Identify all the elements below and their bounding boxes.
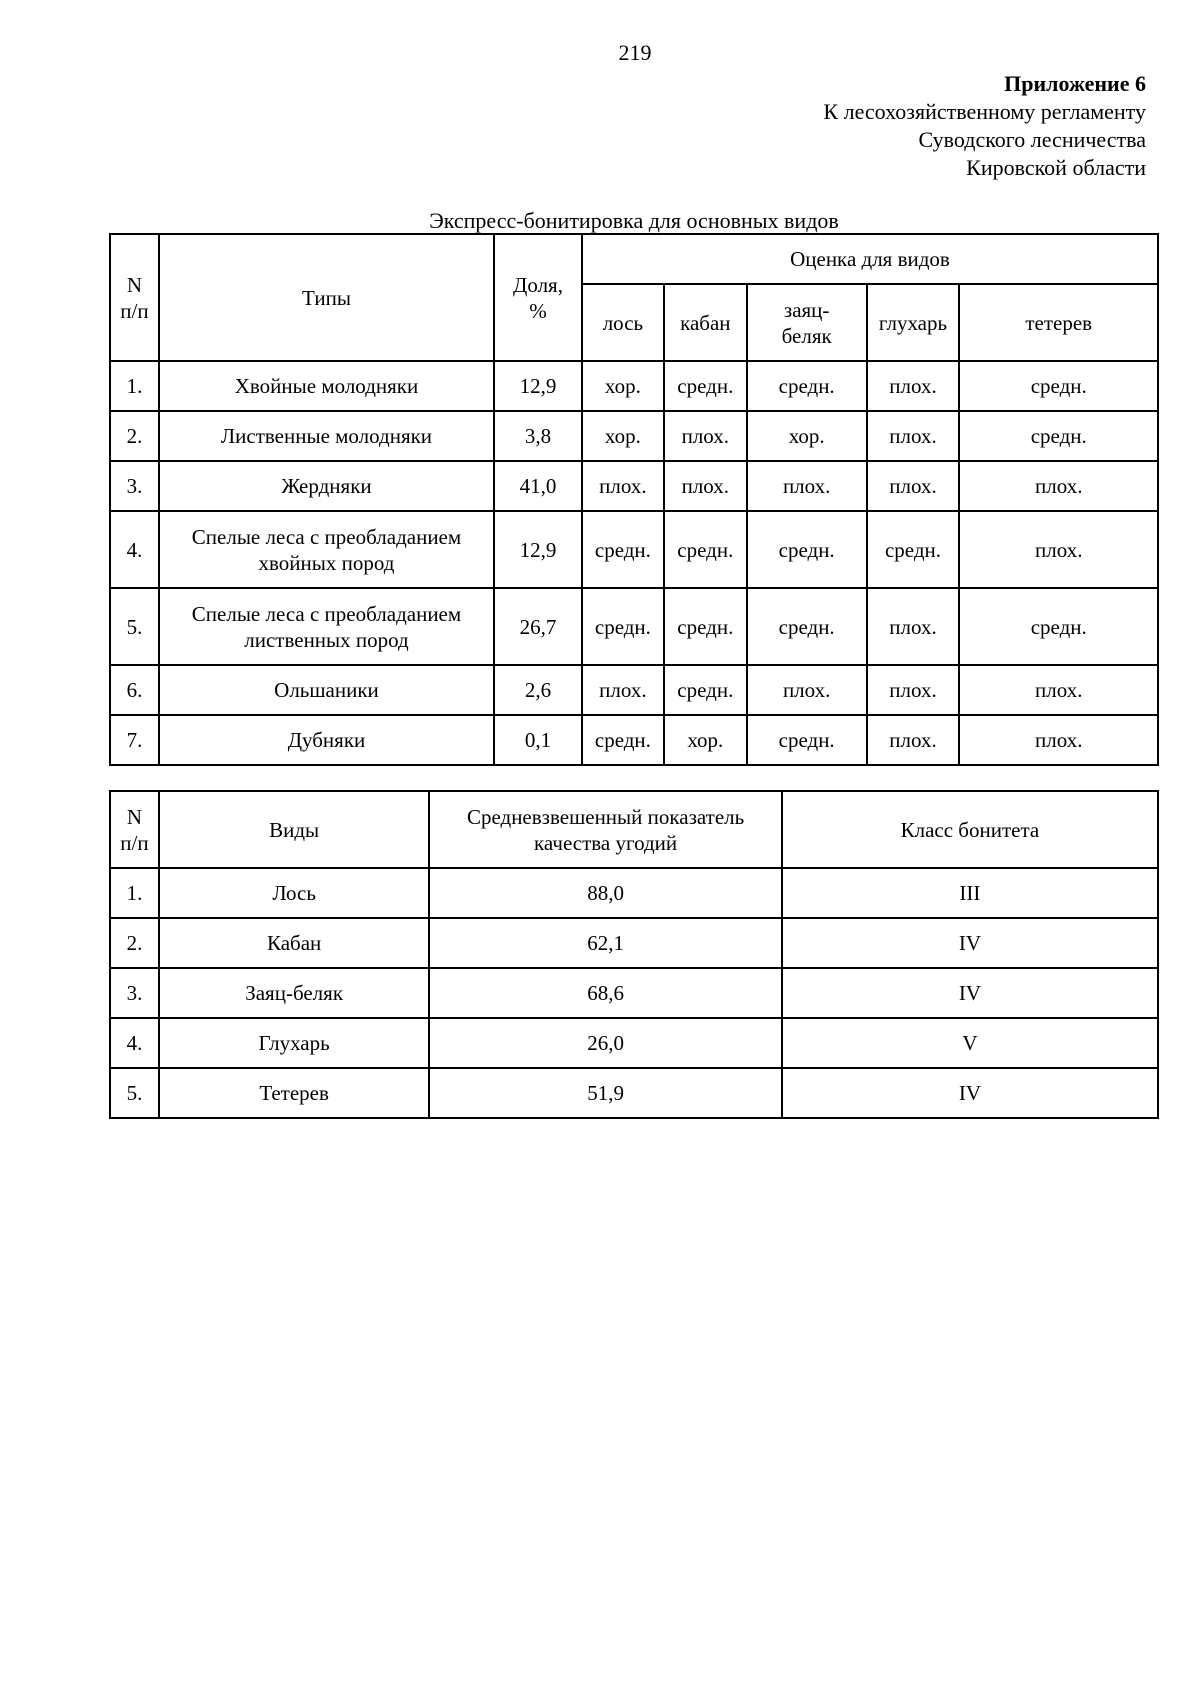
score-cell: средн. bbox=[959, 588, 1158, 665]
score-cell: плох. bbox=[664, 411, 747, 461]
row-index: 68,6 bbox=[429, 968, 781, 1018]
table-row bbox=[110, 665, 1158, 715]
table-row bbox=[110, 1018, 1158, 1068]
row-type: Спелые леса с преобладанием хвойных пород bbox=[159, 511, 494, 588]
score-cell: плох. bbox=[959, 461, 1158, 511]
header-species-black-grouse: тетерев bbox=[959, 284, 1158, 361]
score-cell: плох. bbox=[867, 665, 960, 715]
score-cell: плох. bbox=[867, 715, 960, 765]
row-num: 2. bbox=[110, 918, 159, 968]
row-num: 5. bbox=[110, 1068, 159, 1118]
header-bonitet-class: Класс бонитета bbox=[782, 791, 1158, 868]
appendix-line-1: К лесохозяйственному регламенту bbox=[823, 99, 1146, 124]
score-cell: средн. bbox=[664, 361, 747, 411]
row-class: IV bbox=[782, 968, 1158, 1018]
header-type: Типы bbox=[159, 234, 494, 361]
score-cell: средн. bbox=[664, 665, 747, 715]
score-cell: плох. bbox=[867, 461, 960, 511]
table-row bbox=[110, 1068, 1158, 1118]
appendix-line-3: Кировской области bbox=[966, 155, 1146, 180]
table-row bbox=[110, 461, 1158, 511]
row-share: 41,0 bbox=[494, 461, 582, 511]
header-score-group: Оценка для видов bbox=[582, 234, 1158, 284]
score-cell: хор. bbox=[582, 411, 664, 461]
row-class: V bbox=[782, 1018, 1158, 1068]
table1-title: Экспресс-бонитировка для основных видов bbox=[429, 208, 839, 233]
score-cell: средн. bbox=[582, 511, 664, 588]
header-quality-index: Средневзвешенный показатель качества угодий bbox=[429, 791, 781, 868]
row-num: 4. bbox=[110, 511, 159, 588]
row-type: Спелые леса с преобладанием лиственных пород bbox=[159, 588, 494, 665]
row-type: Лиственные молодняки bbox=[159, 411, 494, 461]
score-cell: плох. bbox=[867, 411, 960, 461]
table-row bbox=[110, 968, 1158, 1018]
score-cell: плох. bbox=[747, 665, 867, 715]
header-species-capercaillie: глухарь bbox=[867, 284, 960, 361]
header-species-boar: кабан bbox=[664, 284, 747, 361]
score-cell: средн. bbox=[959, 411, 1158, 461]
score-cell: средн. bbox=[747, 715, 867, 765]
row-index: 51,9 bbox=[429, 1068, 781, 1118]
row-species: Кабан bbox=[159, 918, 429, 968]
row-num: 4. bbox=[110, 1018, 159, 1068]
score-cell: средн. bbox=[867, 511, 960, 588]
score-cell: средн. bbox=[747, 361, 867, 411]
row-num: 7. bbox=[110, 715, 159, 765]
appendix-line-2: Суводского лесничества bbox=[918, 127, 1146, 152]
table-row bbox=[110, 411, 1158, 461]
header-species-hare: заяц- беляк bbox=[747, 284, 867, 361]
row-index: 88,0 bbox=[429, 868, 781, 918]
table-row bbox=[110, 511, 1158, 588]
score-cell: плох. bbox=[867, 588, 960, 665]
score-cell: плох. bbox=[582, 665, 664, 715]
row-share: 0,1 bbox=[494, 715, 582, 765]
row-num: 1. bbox=[110, 361, 159, 411]
row-species: Заяц-беляк bbox=[159, 968, 429, 1018]
row-num: 1. bbox=[110, 868, 159, 918]
score-cell: плох. bbox=[747, 461, 867, 511]
score-cell: хор. bbox=[747, 411, 867, 461]
table-row bbox=[110, 715, 1158, 765]
row-species: Лось bbox=[159, 868, 429, 918]
row-type: Хвойные молодняки bbox=[159, 361, 494, 411]
score-cell: хор. bbox=[664, 715, 747, 765]
table-row bbox=[110, 918, 1158, 968]
score-cell: плох. bbox=[959, 715, 1158, 765]
score-cell: средн. bbox=[747, 588, 867, 665]
header-species-moose: лось bbox=[582, 284, 664, 361]
header-num: N п/п bbox=[110, 234, 159, 361]
table-row bbox=[110, 361, 1158, 411]
appendix-header bbox=[823, 70, 1146, 182]
score-cell: плох. bbox=[959, 665, 1158, 715]
row-num: 3. bbox=[110, 461, 159, 511]
row-class: III bbox=[782, 868, 1158, 918]
row-species: Тетерев bbox=[159, 1068, 429, 1118]
bonitet-class-table bbox=[109, 790, 1159, 1119]
row-num: 5. bbox=[110, 588, 159, 665]
row-index: 62,1 bbox=[429, 918, 781, 968]
row-class: IV bbox=[782, 1068, 1158, 1118]
row-share: 2,6 bbox=[494, 665, 582, 715]
row-share: 12,9 bbox=[494, 511, 582, 588]
row-share: 26,7 bbox=[494, 588, 582, 665]
table-row bbox=[110, 588, 1158, 665]
score-cell: средн. bbox=[664, 588, 747, 665]
row-share: 3,8 bbox=[494, 411, 582, 461]
appendix-title: Приложение 6 bbox=[1004, 71, 1146, 96]
score-cell: средн. bbox=[959, 361, 1158, 411]
row-type: Жердняки bbox=[159, 461, 494, 511]
header-num: N п/п bbox=[110, 791, 159, 868]
row-num: 3. bbox=[110, 968, 159, 1018]
header-share: Доля, % bbox=[494, 234, 582, 361]
page-number: 219 bbox=[618, 40, 652, 65]
table-row bbox=[110, 868, 1158, 918]
score-cell: средн. bbox=[582, 588, 664, 665]
row-num: 6. bbox=[110, 665, 159, 715]
score-cell: средн. bbox=[582, 715, 664, 765]
header-species: Виды bbox=[159, 791, 429, 868]
score-cell: плох. bbox=[664, 461, 747, 511]
row-class: IV bbox=[782, 918, 1158, 968]
score-cell: плох. bbox=[582, 461, 664, 511]
score-cell: средн. bbox=[664, 511, 747, 588]
bonitet-express-table bbox=[109, 233, 1159, 766]
row-type: Дубняки bbox=[159, 715, 494, 765]
row-share: 12,9 bbox=[494, 361, 582, 411]
score-cell: плох. bbox=[867, 361, 960, 411]
score-cell: средн. bbox=[747, 511, 867, 588]
row-type: Ольшаники bbox=[159, 665, 494, 715]
score-cell: плох. bbox=[959, 511, 1158, 588]
row-index: 26,0 bbox=[429, 1018, 781, 1068]
row-species: Глухарь bbox=[159, 1018, 429, 1068]
row-num: 2. bbox=[110, 411, 159, 461]
score-cell: хор. bbox=[582, 361, 664, 411]
